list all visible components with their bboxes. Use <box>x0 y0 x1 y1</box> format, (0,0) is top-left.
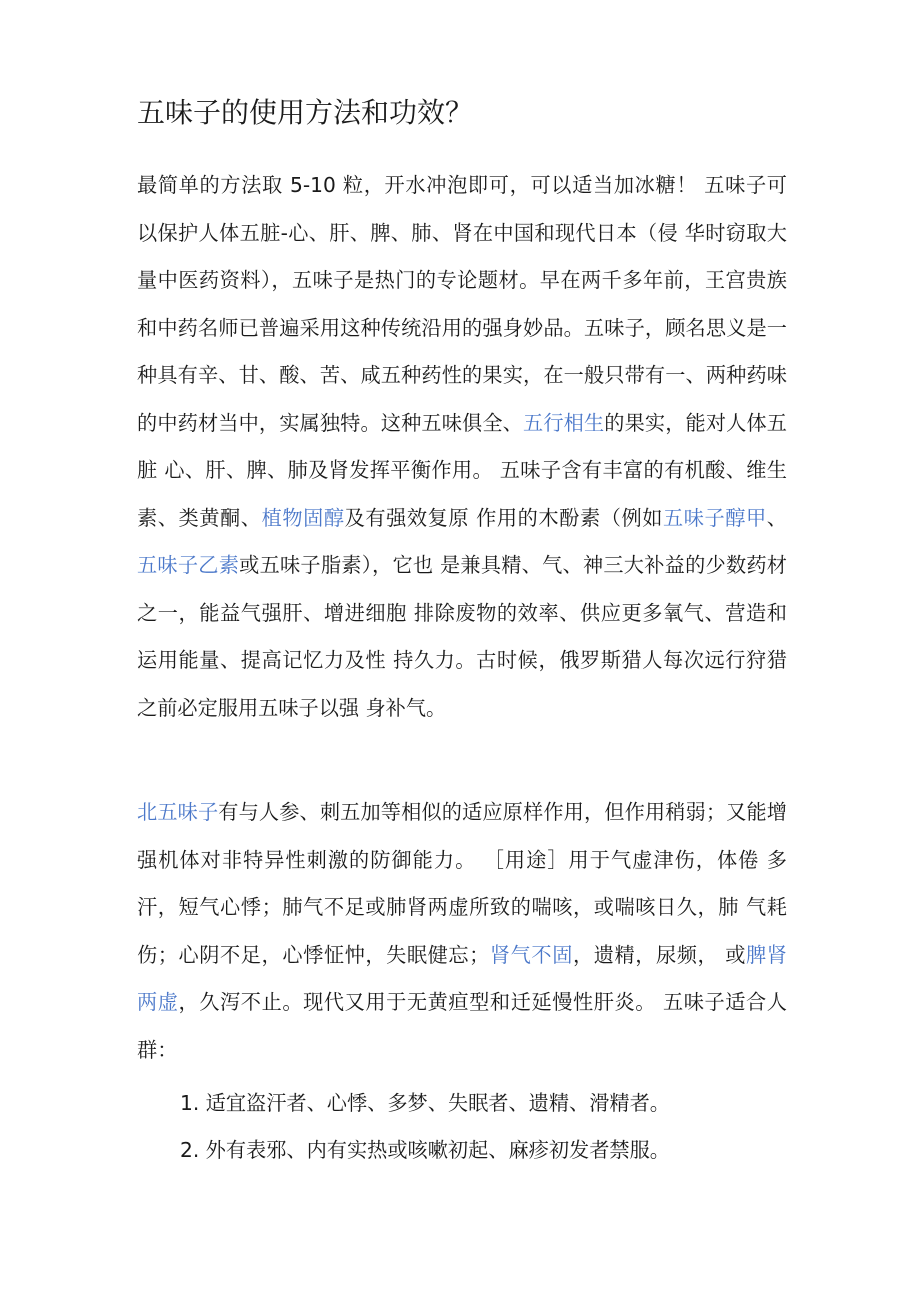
link-wuweizi-chunjia[interactable]: 五味子醇甲 <box>662 505 767 530</box>
text-run: 的果实，能对人体五脏 心、肝、脾、肺及肾发挥平衡作用。 五味子含有丰富的有机酸、维生素、类黄酮、 <box>137 410 787 530</box>
paragraph-usage <box>137 789 787 1074</box>
text-run: 及有强效复原 作用的木酚素（例如 <box>344 505 663 530</box>
paragraph-intro <box>137 162 787 732</box>
link-bei-wuweizi[interactable]: 北五味子 <box>137 800 219 824</box>
text-run: ，久泻不止。现代又用于无黄疸型和迁延慢性肝炎。 五味子适合人群： <box>137 990 787 1062</box>
link-zhiwu-guchun[interactable]: 植物固醇 <box>261 505 345 530</box>
page-title: 五味子的使用方法和功效？ <box>137 96 474 129</box>
text-run: 最简单的方法取 5-10 粒，开水冲泡即可，可以适当加冰糖！ 五味子可以保护人体五脏-心、肝、脾、肺、肾在中国和现代日本（侵 华时窃取大量中医药资料），五味子是热门的专论题材。早在两千多年前，王宫贵族和中药名师已普遍采用这种传统沿用的强身妙品。五味子，顾名思义是一种具有辛、甘、酸、苦、咸五种药性的果实，在一般只带有一、两种药味的中药材当中，实属独特。这种五味俱全、 <box>137 173 787 435</box>
list-item: 2. 外有表邪、内有实热或咳嗽初起、麻疹初发者禁服。 <box>180 1138 670 1162</box>
link-wuweizi-yisu[interactable]: 五味子乙素 <box>137 553 240 577</box>
list-item: 1. 适宜盗汗者、心悸、多梦、失眠者、遗精、滑精者。 <box>180 1091 670 1115</box>
text-run: ，遗精，尿频， 或 <box>572 942 747 967</box>
link-wuxing-xiangsheng[interactable]: 五行相生 <box>523 410 605 435</box>
link-shenqi-bugu[interactable]: 肾气不固 <box>489 942 573 967</box>
text-run: 或五味子脂素），它也 是兼具精、气、神三大补益的少数药材之一，能益气强肝、增进细胞 排除废物的效率、供应更多氧气、营造和运用能量、提高记忆力及性 持久力。古时候，俄罗斯猎人每次远行狩猎之前必定服用五味子以强 身补气。 <box>137 553 787 720</box>
link-pishen-liangxu[interactable]: 脾肾两虚 <box>137 942 787 1014</box>
text-run: 、 <box>766 505 787 530</box>
text-run: 有与人参、刺五加等相似的适应原样作用，但作用稍弱；又能增强机体对非特异性刺激的防御能力。 ［用途］用于气虚津伤，体倦 多汗，短气心悸；肺气不足或肺肾两虚所致的喘咳，或喘咳日久，肺 气耗伤；心阴不足，心悸怔忡，失眠健忘； <box>137 800 787 967</box>
